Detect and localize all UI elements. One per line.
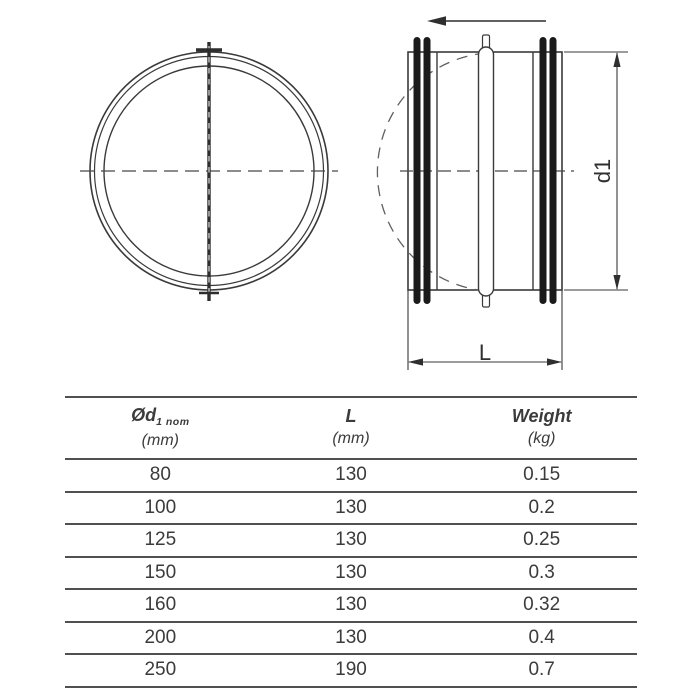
damper-blade-shaft <box>479 47 494 296</box>
rubber-seal-bar <box>414 37 421 304</box>
header-weight-label: Weight <box>511 406 572 426</box>
cell-length: 130 <box>335 561 367 583</box>
dimension-label-d1: d1 <box>590 158 615 184</box>
cell-weight: 0.7 <box>528 659 555 681</box>
table-row <box>65 622 637 655</box>
header-weight-unit: (kg) <box>527 430 556 447</box>
arrowhead-left-icon <box>427 16 446 26</box>
cell-length: 130 <box>335 626 367 648</box>
table-header-row <box>65 397 637 459</box>
header-cell-weight <box>446 397 637 459</box>
cell-diameter: 100 <box>144 496 177 518</box>
cell-length: 130 <box>335 496 367 518</box>
d1-arrowhead-down-icon <box>613 275 620 290</box>
cell-length: 190 <box>335 659 367 681</box>
rubber-seal-bar <box>540 37 547 304</box>
header-diameter-unit: (mm) <box>141 431 179 449</box>
table-row <box>65 492 637 525</box>
side-view <box>377 16 628 370</box>
table-row <box>65 524 637 557</box>
cell-weight: 0.32 <box>523 594 561 616</box>
airflow-direction-arrow <box>427 16 546 26</box>
l-arrowhead-right-icon <box>547 358 562 365</box>
header-diameter-subscript: 1 nom <box>156 415 190 428</box>
header-length-unit: (mm) <box>332 430 370 447</box>
cell-weight: 0.4 <box>528 626 555 648</box>
rubber-seal-bar <box>424 37 431 304</box>
d1-arrowhead-up-icon <box>613 52 620 67</box>
dimensions-table <box>65 396 637 688</box>
cell-weight: 0.3 <box>528 561 555 583</box>
rubber-seal-bar <box>550 37 557 304</box>
cell-weight: 0.2 <box>528 496 555 518</box>
front-view <box>80 42 338 301</box>
header-length-symbol: L <box>345 406 357 426</box>
cell-diameter: 200 <box>144 626 177 648</box>
cell-diameter: 150 <box>144 561 177 583</box>
table-row <box>65 557 637 590</box>
cell-diameter: 125 <box>144 529 177 551</box>
table-row <box>65 459 637 492</box>
cell-weight: 0.25 <box>523 529 561 551</box>
cell-diameter: 80 <box>149 464 171 486</box>
cell-diameter: 160 <box>144 594 177 616</box>
table-row <box>65 654 637 687</box>
cell-weight: 0.15 <box>523 464 561 486</box>
cell-length: 130 <box>335 464 367 486</box>
header-diameter-symbol: Ød <box>131 404 157 425</box>
cell-length: 130 <box>335 529 367 551</box>
dimension-label-l: L <box>478 340 492 365</box>
table-row <box>65 589 637 622</box>
cell-length: 130 <box>335 594 367 616</box>
cell-diameter: 250 <box>144 659 177 681</box>
header-cell-length <box>256 397 447 459</box>
header-cell-diameter <box>65 397 256 459</box>
l-arrowhead-left-icon <box>408 358 423 365</box>
